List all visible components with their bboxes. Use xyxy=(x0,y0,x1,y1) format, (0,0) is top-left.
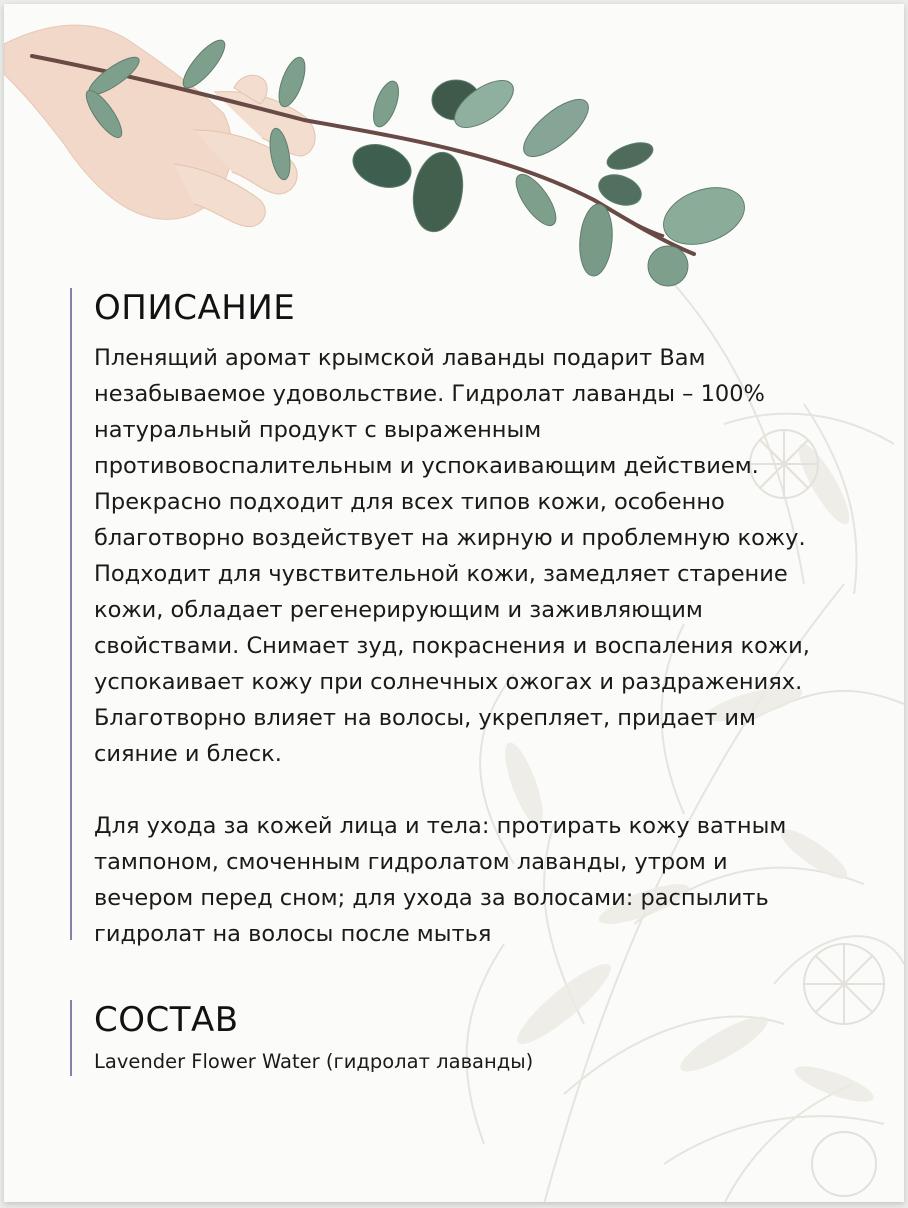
composition-title: СОСТАВ xyxy=(94,1000,239,1040)
description-section xyxy=(70,288,854,947)
description-title: ОПИСАНИЕ xyxy=(94,288,296,328)
description-paragraph-2: Для ухода за кожей лица и тела: протирать кожу ватным тампоном, смоченным гидролатом лаванды, утром и вечером перед сном; для ухода за волосами: распылить гидролат на волосы после мытья xyxy=(94,813,787,947)
paragraph-spacer xyxy=(94,772,854,808)
page-card xyxy=(4,4,904,1202)
description-paragraph-1: Пленящий аромат крымской лаванды подарит Вам незабываемое удовольствие. Гидролат лаванды – 100% натуральный продукт с выраженным противовоспалительным и успокаивающим действием. Прекрасно подходит для всех типов кожи, особенно благотворно воздействует на жирную и проблемную кожу. Подходит для чувствительной кожи, замедляет старение кожи, обладает регенерирующим и заживляющим свойствами. Снимает зуд, покраснения и воспаления кожи, успокаивает кожу при солнечных ожогах и раздражениях. Благотворно влияет на волосы, укрепляет, придает им сияние и блеск. xyxy=(94,345,810,767)
composition-section xyxy=(70,1000,854,1076)
hand-holding-eucalyptus-image xyxy=(4,4,764,304)
composition-text: Lavender Flower Water (гидролат лаванды) xyxy=(94,1050,534,1073)
